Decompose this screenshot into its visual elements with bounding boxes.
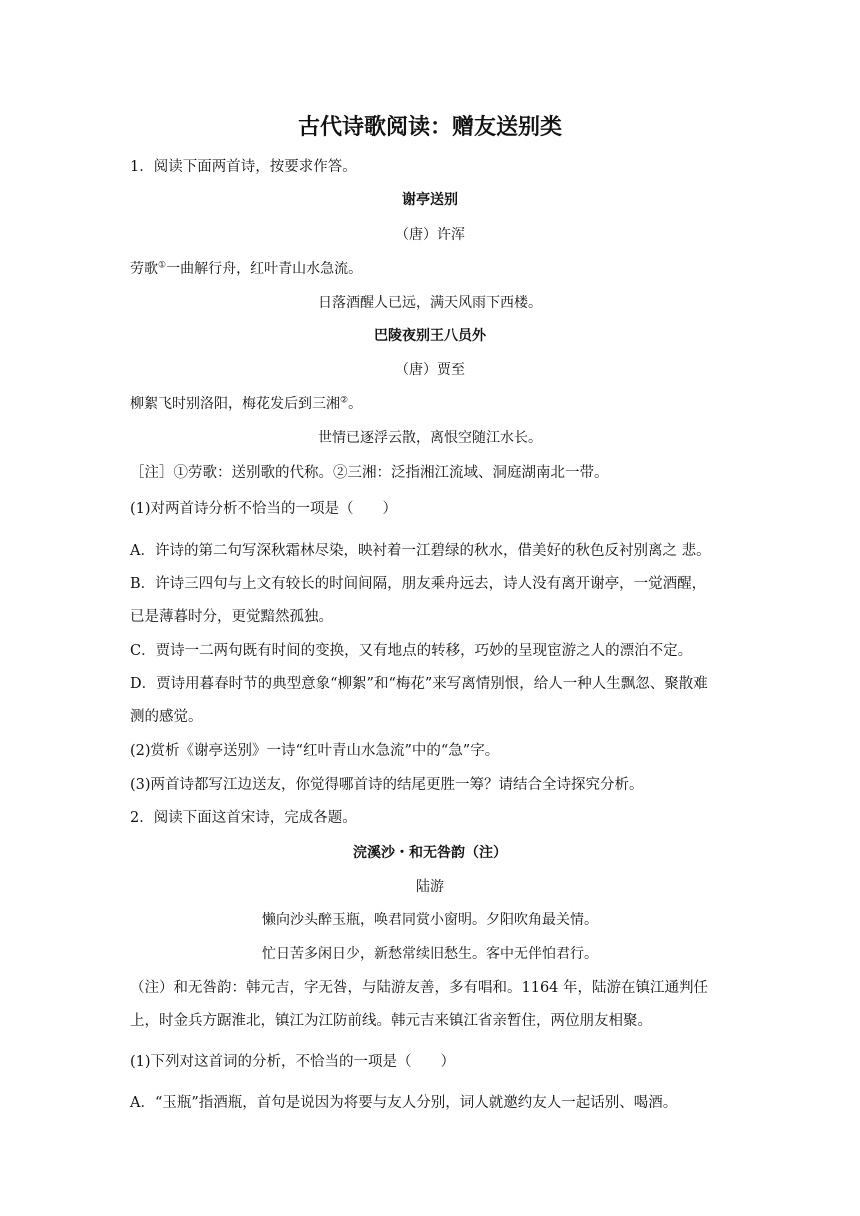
poem-1-title: 谢亭送别 xyxy=(402,192,458,208)
question-1-sub-3: (3)两首诗都写江边送友，你觉得哪首诗的结尾更胜一筹？请结合全诗探究分析。 xyxy=(130,777,644,793)
poem-2-author: （唐）贾至 xyxy=(395,362,465,378)
question-2-note-line-1: （注）和无咎韵：韩元吉，字无咎，与陆游友善，多有唱和。1164 年，陆游在镇江通判任 xyxy=(130,980,709,996)
question-1-option-b-line-1: B．许诗三四句与上文有较长的时间间隔，朋友乘舟远去，诗人没有离开谢亭，一觉酒醒， xyxy=(130,576,707,592)
question-1-note: ［注］①劳歌：送别歌的代称。②三湘：泛指湘江流域、洞庭湖南北一带。 xyxy=(130,465,609,481)
question-2-note-line-2: 上，时金兵方踞淮北，镇江为江防前线。韩元吉来镇江省亲暂住，两位朋友相聚。 xyxy=(130,1013,652,1029)
question-2-sub-1: (1)下列对这首词的分析，不恰当的一项是（ ） xyxy=(130,1054,456,1070)
poem-3-line-2: 忙日苦多闲日少，新愁常续旧愁生。客中无伴怕君行。 xyxy=(262,946,598,962)
footnote-marker-1: ① xyxy=(158,260,167,271)
question-1-sub-2: (2)赏析《谢亭送别》一诗“红叶青山水急流”中的“急”字。 xyxy=(130,743,500,759)
poem-2-line-2: 世情已逐浮云散，离恨空随江水长。 xyxy=(318,430,542,446)
poem-3-title: 浣溪沙・和无咎韵（注） xyxy=(353,845,507,861)
poem-3-line-1: 懒向沙头醉玉瓶，唤君同赏小窗明。夕阳吹角最关情。 xyxy=(262,912,598,928)
question-2-intro: 2．阅读下面这首宋诗，完成各题。 xyxy=(130,810,357,826)
footnote-marker-2: ② xyxy=(340,395,349,406)
poem-2-line-1: 柳絮飞时别洛阳，梅花发后到三湘②。 xyxy=(130,395,363,412)
poem-1-line-2: 日落酒醒人已远，满天风雨下西楼。 xyxy=(318,295,542,311)
question-1-option-d-line-1: D．贾诗用暮春时节的典型意象“柳絮”和“梅花”来写离情别恨，给人一种人生飘忽、聚散难 xyxy=(130,676,708,692)
question-1-option-c: C．贾诗一二两句既有时间的变换，又有地点的转移，巧妙的呈现宦游之人的漂泊不定。 xyxy=(130,643,693,659)
question-1-intro: 1．阅读下面两首诗，按要求作答。 xyxy=(130,159,357,175)
question-1-option-b-line-2: 已是薄暮时分，更觉黯然孤独。 xyxy=(130,609,333,625)
poem-3-author: 陆游 xyxy=(416,879,444,895)
question-2-option-a: A．“玉瓶”指酒瓶，首句是说因为将要与友人分别，词人就邀约友人一起话别、喝酒。 xyxy=(130,1095,678,1111)
question-1-sub-1: (1)对两首诗分析不恰当的一项是（ ） xyxy=(130,501,398,517)
question-1-option-a: A．许诗的第二句写深秋霜林尽染，映衬着一江碧绿的秋水，借美好的秋色反衬别离之 悲。 xyxy=(130,543,711,559)
poem-1-author: （唐）许浑 xyxy=(395,227,465,243)
poem-2-title: 巴陵夜别王八员外 xyxy=(374,328,486,344)
poem-1-line-1: 劳歌①一曲解行舟，红叶青山水急流。 xyxy=(130,260,363,277)
page-title: 古代诗歌阅读：赠友送别类 xyxy=(297,115,562,140)
question-1-option-d-line-2: 测的感觉。 xyxy=(130,709,203,725)
